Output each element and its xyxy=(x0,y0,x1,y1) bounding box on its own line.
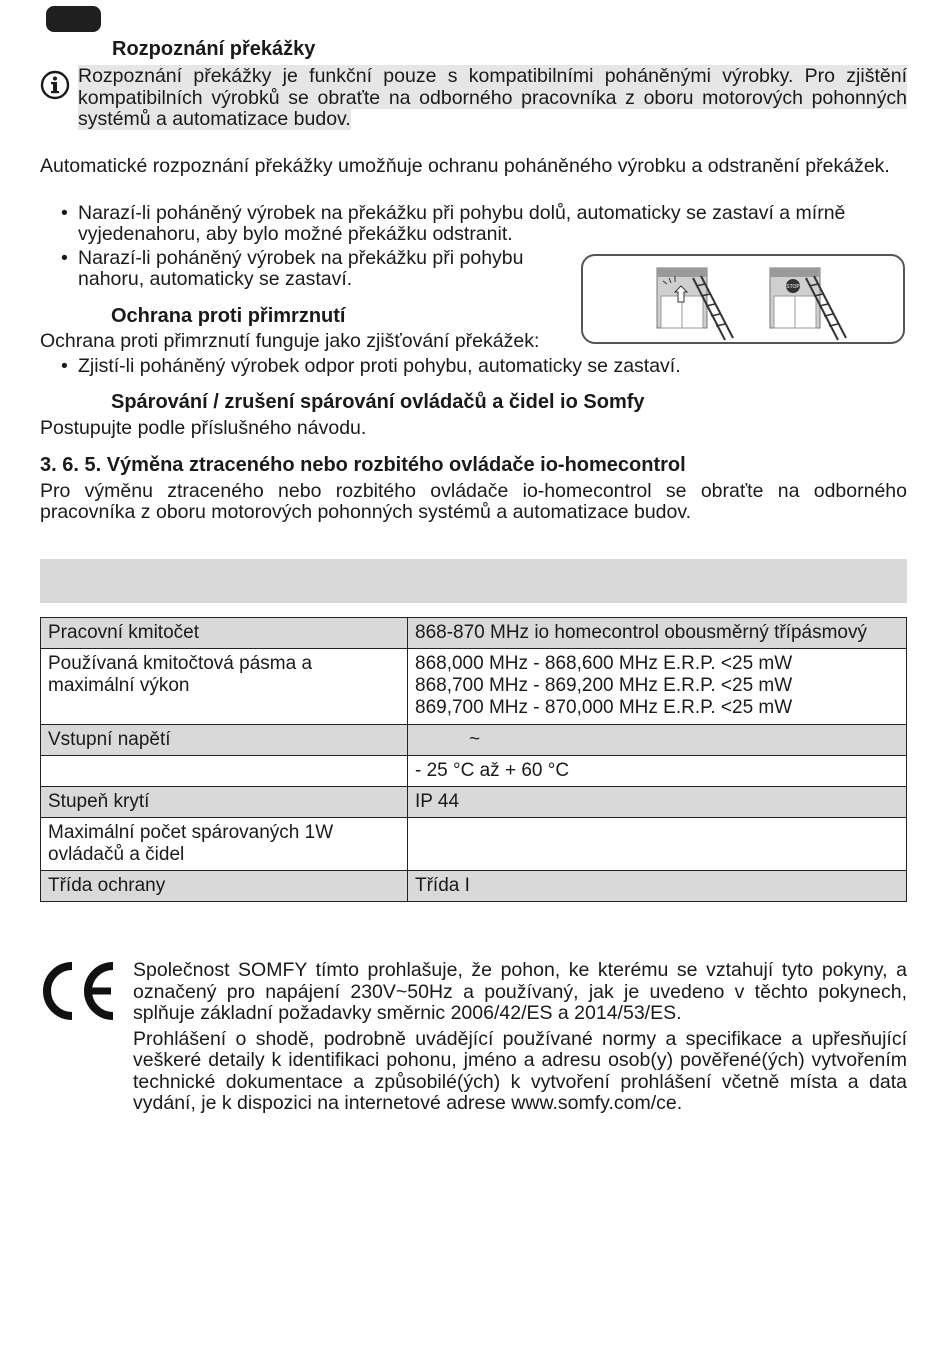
spec-value: IP 44 xyxy=(408,787,907,818)
freeze-bullet: • Zjistí-li poháněný výrobek odpor proti pohybu, automaticky se zastaví. xyxy=(61,355,681,377)
ce-mark-icon xyxy=(40,960,118,1022)
replace-text: Pro výměnu ztraceného nebo rozbitého ovládače io-homecontrol se obraťte na odborného pracovníka z oboru motorových pohonných systémů a automatizace budov. xyxy=(40,480,907,523)
spec-table xyxy=(40,617,907,902)
section-title-bar xyxy=(40,559,907,603)
spec-label: Maximální počet spárovaných 1W ovládačů a čidel xyxy=(41,818,408,871)
table-row xyxy=(41,871,907,902)
table-row xyxy=(41,725,907,756)
table-row xyxy=(41,787,907,818)
spec-value xyxy=(408,725,907,756)
compatibility-note xyxy=(78,66,907,131)
shutter-ladder-illustration xyxy=(581,254,905,344)
replace-heading: 3. 6. 5. Výměna ztraceného nebo rozbitého ovládače io-homecontrol xyxy=(40,454,686,476)
spec-value: - 25 °C až + 60 °C xyxy=(408,756,907,787)
spec-value-multi xyxy=(408,649,907,725)
stop-sign-label: STOP xyxy=(786,284,800,290)
obstacle-intro: Automatické rozpoznání překážky umožňuje ochranu poháněného výrobku a odstranění překážek. xyxy=(40,155,890,177)
declaration-p2: Prohlášení o shodě, podrobně uvádějící používané normy a specifikace a upřesňující veškeré detaily k identifikaci pohonu, jméno a adresu osob(y) pověřené(ých) vytvořením technické dokumentace a způsobilé(ých) k vytvoření prohlášení včetně místa a data vydání, je k dispozici na internetové adrese www.somfy.com/ce. xyxy=(133,1027,907,1114)
pairing-text: Postupujte podle příslušného návodu. xyxy=(40,417,367,439)
obstacle-bullet-up-line2: nahoru, automaticky se zastaví. xyxy=(78,268,353,290)
spec-label: Stupeň krytí xyxy=(41,787,408,818)
band-line: 868,000 MHz - 868,600 MHz E.R.P. <25 mW xyxy=(415,653,793,674)
declaration xyxy=(133,960,907,1115)
freeze-bullet-text: Zjistí-li poháněný výrobek odpor proti pohybu, automaticky se zastaví. xyxy=(78,355,681,377)
table-row xyxy=(41,618,907,649)
spec-label: Pracovní kmitočet xyxy=(41,618,408,649)
freeze-intro: Ochrana proti přimrznutí funguje jako zjišťování překážek: xyxy=(40,330,540,352)
spec-label: Používaná kmitočtová pásma a maximální výkon xyxy=(41,649,408,725)
declaration-p1: Společnost SOMFY tímto prohlašuje, že pohon, ke kterému se vztahují tyto pokyny, a označený pro napájení 230V~50Hz a používaný, jak je uvedeno v těchto pokynech, splňuje základní požadavky směrnic 2006/42/ES a 2014/53/ES. xyxy=(133,959,907,1024)
obstacle-heading: Rozpoznání překážky xyxy=(112,38,316,60)
spec-label: Třída ochrany xyxy=(41,871,408,902)
band-line: 869,700 MHz - 870,000 MHz E.R.P. <25 mW xyxy=(415,697,793,718)
table-row xyxy=(41,756,907,787)
spec-value: 868-870 MHz io homecontrol obousměrný třípásmový xyxy=(408,618,907,649)
pairing-heading: Spárování / zrušení spárování ovládačů a čidel io Somfy xyxy=(111,391,645,413)
table-row xyxy=(41,818,907,871)
obstacle-bullet-down: • Narazí-li poháněný výrobek na překážku při pohybu dolů, automaticky se zastaví a mírně vyjedenahoru, aby bylo možné překážku odstranit. xyxy=(61,202,846,245)
obstacle-bullet-up-line1: Narazí-li poháněný výrobek na překážku při pohybu xyxy=(78,247,524,269)
freeze-heading: Ochrana proti přimrznutí xyxy=(111,305,346,327)
illustration-drawing xyxy=(583,256,903,342)
spec-label: Vstupní napětí xyxy=(41,725,408,756)
spec-label xyxy=(41,756,408,787)
table-row xyxy=(41,649,907,725)
spec-value xyxy=(408,818,907,871)
page-language-tab xyxy=(46,6,101,32)
obstacle-bullet-up: • Narazí-li poháněný výrobek na překážku při pohybu nahoru, automaticky se zastaví. xyxy=(61,247,524,290)
ac-symbol: ~ xyxy=(469,729,481,750)
spec-value: Třída I xyxy=(408,871,907,902)
compatibility-note-text: Rozpoznání překážky je funkční pouze s kompatibilními poháněnými výrobky. Pro zjištění kompatibilních výrobků se obraťte na odborného pracovníka z oboru motorových pohonných systémů a automatizace budov. xyxy=(78,65,907,130)
obstacle-bullet-down-text: Narazí-li poháněný výrobek na překážku při pohybu dolů, automaticky se zastaví a mírně vyjedenahoru, aby bylo možné překážku odstranit. xyxy=(78,202,846,245)
band-line: 868,700 MHz - 869,200 MHz E.R.P. <25 mW xyxy=(415,675,793,696)
info-icon xyxy=(40,70,70,100)
